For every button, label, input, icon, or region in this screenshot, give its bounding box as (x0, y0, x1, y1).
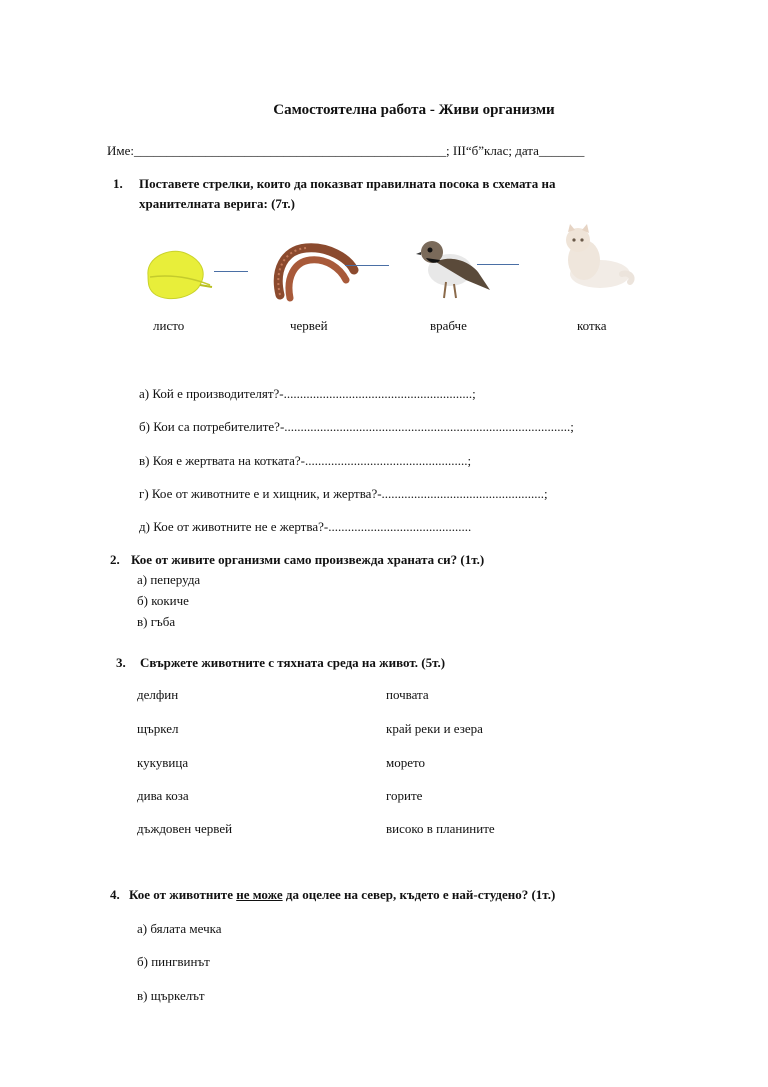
q3-habitat-5: високо в планините (386, 821, 495, 836)
q3-habitat-1: почвата (386, 687, 429, 702)
page-title: Самостоятелна работа - Живи организми (273, 102, 555, 118)
q1-sub-c: в) Коя е жертвата на котката?-..................................................; (139, 453, 472, 468)
q3-number: 3. (116, 655, 126, 670)
q3-animal-5: дъждовен червей (137, 821, 233, 836)
q4-text-before: Кое от животните (129, 887, 237, 902)
q2-text: Кое от живите организми само произвежда храната си? (1т.) (131, 552, 485, 567)
q2-option-b: б) кокиче (137, 593, 189, 608)
q4-text-after: да оцелее на север, където е най-студено? (1т.) (282, 887, 556, 902)
q3-habitat-2: край реки и езера (386, 721, 483, 736)
name-blank: ________________________________________________ (134, 143, 446, 158)
q3-habitat-4: горите (386, 788, 423, 803)
q1-sub-b: б) Кои са потребителите?-........................................................................................; (139, 419, 574, 434)
q1-line1: Поставете стрелки, които да показват правилната посока в схемата на (139, 176, 556, 191)
name-line (107, 143, 584, 159)
q4-number: 4. (110, 887, 120, 902)
q3-animal-2: щъркел (137, 721, 179, 736)
q1-number: 1. (113, 176, 123, 191)
q3-text: Свържете животните с тяхната среда на живот. (5т.) (140, 655, 446, 670)
q1-sub-a: а) Кой е производителят?-..........................................................; (139, 386, 476, 401)
q4-text (129, 887, 555, 903)
class-date-text: ; III“б”клас; дата_______ (446, 143, 585, 158)
arrow-line-1[interactable] (214, 271, 248, 272)
q3-animal-4: дива коза (137, 788, 189, 803)
q2-option-c: в) гъба (137, 614, 176, 629)
arrow-line-3[interactable] (477, 264, 519, 265)
q4-option-a: а) бялата мечка (137, 921, 222, 936)
leaf-image (140, 245, 215, 305)
name-label: Име: (107, 143, 134, 158)
label-worm: червей (290, 318, 328, 333)
cat-image (556, 224, 636, 290)
label-cat: котка (577, 318, 607, 333)
q3-animal-3: кукувица (137, 755, 189, 770)
q2-number: 2. (110, 552, 120, 567)
q1-sub-d: г) Кое от животните е и хищник, и жертва?-..................................................; (139, 486, 548, 501)
q1-sub-e: д) Кое от животните не е жертва?-............................................ (139, 519, 472, 534)
q2-option-a: а) пеперуда (137, 572, 201, 587)
sparrow-image (416, 234, 494, 304)
arrow-line-2[interactable] (345, 265, 389, 266)
worm-image (270, 240, 360, 302)
q4-text-underlined: не може (236, 887, 283, 902)
q4-option-b: б) пингвинът (137, 954, 210, 969)
label-leaf: листо (153, 318, 185, 333)
q3-animal-1: делфин (137, 687, 179, 702)
q4-option-c: в) щъркелът (137, 988, 205, 1003)
q1-line2: хранителната верига: (7т.) (139, 196, 295, 211)
label-sparrow: врабче (430, 318, 467, 333)
q3-habitat-3: морето (386, 755, 426, 770)
